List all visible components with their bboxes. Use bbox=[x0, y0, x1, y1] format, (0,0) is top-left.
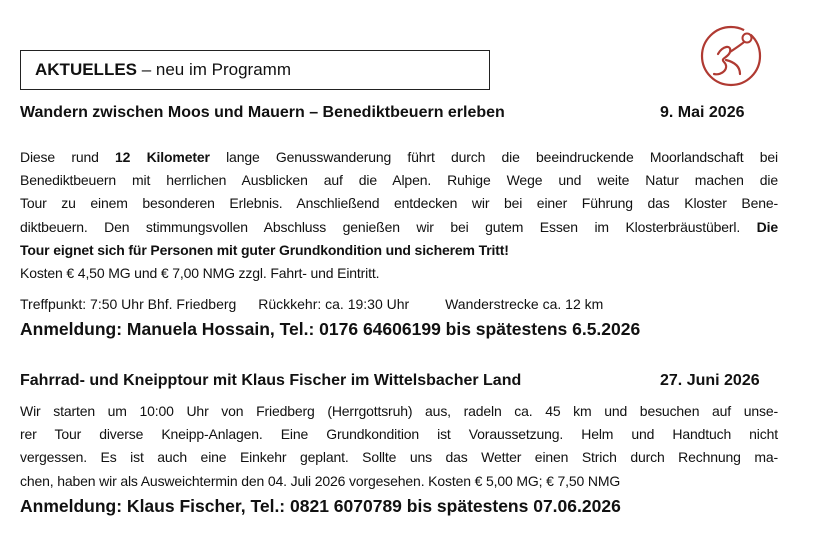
section-subtitle: – neu im Programm bbox=[137, 60, 291, 79]
text: Benediktbeuern mit herrlichen Ausblicken auf die Alpen. Ruhige Wege und weite Natur machen die bbox=[20, 172, 778, 189]
event-2-title: Fahrrad- und Kneipptour mit Klaus Fischer im Wittelsbacher Land bbox=[20, 372, 522, 389]
event-1-description bbox=[20, 146, 778, 285]
text: lange Genusswanderung führt durch die beeindruckende Moorlandschaft bei bbox=[209, 149, 778, 165]
bold-text: Tour eignet sich für Personen mit guter Grundkondition und sicherem Tritt! bbox=[20, 241, 509, 258]
event-1-date: 9. Mai 2026 bbox=[660, 104, 745, 121]
event-2-heading bbox=[20, 372, 778, 390]
event-1-registration: Anmeldung: Manuela Hossain, Tel.: 0176 64606199 bis spätestens 6.5.2026 bbox=[20, 319, 641, 339]
text: Wir starten um 10:00 Uhr von Friedberg (Herrgottsruh) aus, radeln ca. 45 km und besuchen auf unse- bbox=[20, 403, 778, 419]
text-line bbox=[20, 169, 778, 192]
section-header-box bbox=[20, 50, 490, 90]
bold-text: 12 Kilometer bbox=[115, 149, 210, 165]
section-title: AKTUELLES bbox=[35, 60, 137, 79]
meeting-point: Treffpunkt: 7:50 Uhr Bhf. Friedberg bbox=[20, 296, 237, 312]
text-line bbox=[20, 216, 778, 239]
hiking-distance: Wanderstrecke ca. 12 km bbox=[445, 296, 604, 312]
text-line bbox=[20, 146, 778, 169]
text: rer Tour diverse Kneipp-Anlagen. Eine Grundkondition ist Voraussetzung. Helm und Handtuch nicht bbox=[20, 426, 778, 443]
return-time: Rückkehr: ca. 19:30 Uhr bbox=[258, 296, 410, 312]
text-line bbox=[20, 423, 778, 446]
event-1-details bbox=[20, 296, 603, 312]
event-1-heading bbox=[20, 104, 778, 122]
event-2-registration: Anmeldung: Klaus Fischer, Tel.: 0821 6070789 bis spätestens 07.06.2026 bbox=[20, 496, 621, 516]
text-line bbox=[20, 470, 778, 493]
text-line bbox=[20, 262, 778, 285]
text: Diese rund bbox=[20, 149, 116, 165]
text: Kosten € 4,50 MG und € 7,00 NMG zzgl. Fahrt- und Eintritt. bbox=[20, 264, 380, 281]
event-1-title: Wandern zwischen Moos und Mauern – Benediktbeuern erleben bbox=[20, 104, 505, 121]
text-line bbox=[20, 446, 778, 469]
event-2-date: 27. Juni 2026 bbox=[660, 372, 760, 389]
runner-logo-icon bbox=[692, 24, 770, 88]
text: vergessen. Es ist auch eine Einkehr geplant. Sollte uns das Wetter einen Strich durch Rechnung ma- bbox=[20, 449, 778, 466]
text: chen, haben wir als Ausweichtermin den 04. Juli 2026 vorgesehen. Kosten € 5,00 MG; € 7,50 NMG bbox=[20, 472, 621, 489]
text-line bbox=[20, 239, 778, 262]
text: Tour zu einem besonderen Erlebnis. Anschließend entdecken wir bei einer Führung das Kloster Bene- bbox=[20, 195, 778, 212]
text: diktbeuern. Den stimmungsvollen Abschluss genießen wir bei gutem Essen im Klosterbräustüberl. bbox=[20, 218, 757, 235]
text-line bbox=[20, 192, 778, 215]
event-2-description bbox=[20, 400, 778, 493]
text-line bbox=[20, 400, 778, 423]
bold-text: Die bbox=[756, 218, 778, 235]
